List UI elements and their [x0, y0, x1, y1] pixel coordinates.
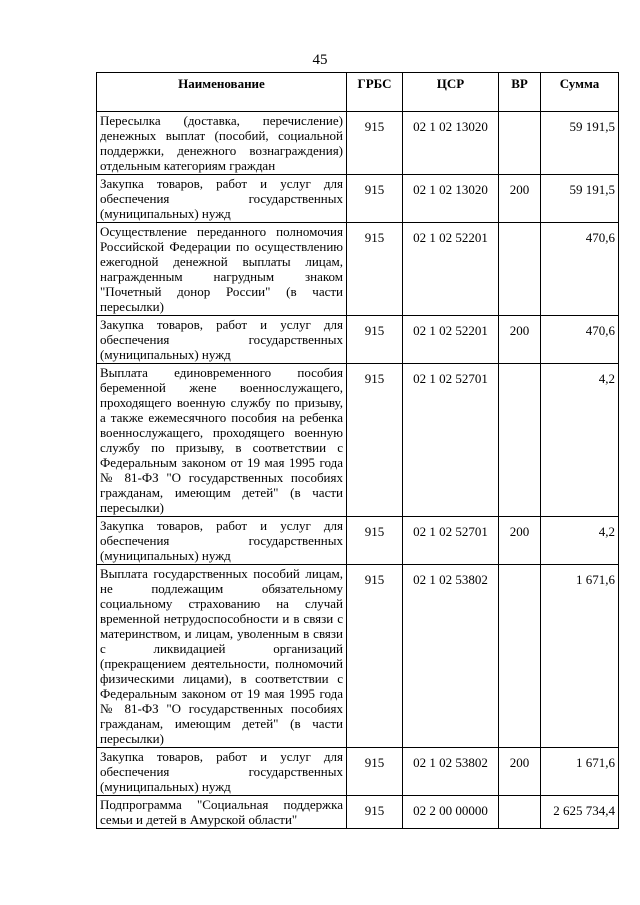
cell-sum-value: 470,6	[585, 323, 615, 338]
cell-csr	[403, 748, 499, 796]
cell-name: Пересылка (доставка, перечисление) денежных выплат (пособий, социальной поддержки, денежного вознаграждения) отдельным категориям граждан	[97, 112, 347, 175]
cell-csr-value: 02 1 02 52701	[413, 371, 488, 386]
cell-vr	[499, 565, 541, 748]
page-number: 45	[312, 52, 328, 68]
table-row	[97, 517, 619, 565]
cell-grbs-value: 915	[364, 755, 385, 770]
cell-csr-value: 02 1 02 52701	[413, 524, 488, 539]
cell-vr	[499, 364, 541, 517]
cell-grbs	[347, 316, 403, 364]
cell-name: Закупка товаров, работ и услуг для обеспечения государственных (муниципальных) нужд	[97, 175, 347, 223]
cell-name: Осуществление переданного полномочия Российской Федерации по осуществлению ежегодной денежной выплаты лицам, награжденным нагрудным знаком "Почетный донор России" (в части пересылки)	[97, 223, 347, 316]
cell-grbs	[347, 748, 403, 796]
cell-csr	[403, 316, 499, 364]
cell-vr-value: 200	[509, 182, 530, 197]
cell-csr-value: 02 1 02 13020	[413, 119, 488, 134]
cell-csr-value: 02 2 00 00000	[413, 803, 488, 818]
cell-csr-value: 02 1 02 52201	[413, 230, 488, 245]
cell-grbs	[347, 223, 403, 316]
cell-vr-value: 200	[509, 524, 530, 539]
cell-name: Выплата единовременного пособия беременной жене военнослужащего, проходящего военную службу по призыву, а также ежемесячного пособия на ребенка военнослужащего, проходящего военную службу по призыву, в соответствии с Федеральным законом от 19 мая 1995 года № 81-ФЗ "О государственных пособиях гражданам, имеющим детей" (в части пересылки)	[97, 364, 347, 517]
budget-table	[96, 72, 619, 829]
cell-grbs	[347, 175, 403, 223]
cell-sum-value: 4,2	[598, 524, 615, 539]
cell-name: Закупка товаров, работ и услуг для обеспечения государственных (муниципальных) нужд	[97, 316, 347, 364]
cell-csr	[403, 112, 499, 175]
table-row	[97, 316, 619, 364]
cell-sum-value: 470,6	[585, 230, 615, 245]
cell-sum-value: 59 191,5	[569, 119, 615, 134]
cell-csr-value: 02 1 02 52201	[413, 323, 488, 338]
cell-csr	[403, 796, 499, 829]
cell-grbs	[347, 796, 403, 829]
cell-sum-value: 2 625 734,4	[553, 803, 615, 818]
table-row	[97, 112, 619, 175]
cell-grbs	[347, 364, 403, 517]
header-csr: ЦСР	[403, 73, 499, 112]
cell-vr-value: 200	[509, 755, 530, 770]
cell-grbs-value: 915	[364, 524, 385, 539]
header-vr: ВР	[499, 73, 541, 112]
cell-grbs-value: 915	[364, 119, 385, 134]
table-row	[97, 175, 619, 223]
cell-grbs	[347, 112, 403, 175]
cell-csr	[403, 223, 499, 316]
cell-grbs	[347, 565, 403, 748]
cell-sum	[541, 565, 619, 748]
cell-name: Выплата государственных пособий лицам, не подлежащим обязательному социальному страхованию на случай временной нетрудоспособности и в связи с материнством, и лицам, уволенным в связи с ликвидацией организаций (прекращением деятельности, полномочий физическими лицами), в соответствии с Федеральным законом от 19 мая 1995 года № 81-ФЗ "О государственных пособиях гражданам, имеющим детей" (в части пересылки)	[97, 565, 347, 748]
cell-grbs-value: 915	[364, 572, 385, 587]
table-row	[97, 565, 619, 748]
table-row	[97, 223, 619, 316]
cell-csr	[403, 517, 499, 565]
cell-sum-value: 59 191,5	[569, 182, 615, 197]
header-name: Наименование	[97, 73, 347, 112]
cell-csr-value: 02 1 02 53802	[413, 755, 488, 770]
cell-sum	[541, 112, 619, 175]
cell-vr	[499, 517, 541, 565]
cell-csr	[403, 364, 499, 517]
cell-sum	[541, 796, 619, 829]
cell-vr	[499, 112, 541, 175]
cell-csr	[403, 565, 499, 748]
cell-name: Закупка товаров, работ и услуг для обеспечения государственных (муниципальных) нужд	[97, 748, 347, 796]
cell-csr-value: 02 1 02 13020	[413, 182, 488, 197]
cell-vr	[499, 748, 541, 796]
cell-name: Подпрограмма "Социальная поддержка семьи и детей в Амурской области"	[97, 796, 347, 829]
cell-grbs-value: 915	[364, 803, 385, 818]
cell-sum	[541, 316, 619, 364]
cell-grbs-value: 915	[364, 182, 385, 197]
cell-vr	[499, 316, 541, 364]
cell-grbs-value: 915	[364, 323, 385, 338]
table-header-row	[97, 73, 619, 112]
table-row	[97, 796, 619, 829]
header-sum: Сумма	[541, 73, 619, 112]
cell-grbs-value: 915	[364, 371, 385, 386]
cell-sum	[541, 364, 619, 517]
cell-vr	[499, 223, 541, 316]
cell-sum	[541, 175, 619, 223]
cell-vr	[499, 796, 541, 829]
cell-name: Закупка товаров, работ и услуг для обеспечения государственных (муниципальных) нужд	[97, 517, 347, 565]
cell-csr	[403, 175, 499, 223]
cell-vr-value: 200	[509, 323, 530, 338]
table-row	[97, 364, 619, 517]
cell-sum-value: 1 671,6	[576, 755, 615, 770]
table-row	[97, 748, 619, 796]
cell-sum	[541, 223, 619, 316]
cell-grbs-value: 915	[364, 230, 385, 245]
cell-sum	[541, 517, 619, 565]
cell-sum-value: 4,2	[598, 371, 615, 386]
header-grbs: ГРБС	[347, 73, 403, 112]
cell-grbs	[347, 517, 403, 565]
cell-sum-value: 1 671,6	[576, 572, 615, 587]
cell-vr	[499, 175, 541, 223]
cell-csr-value: 02 1 02 53802	[413, 572, 488, 587]
cell-sum	[541, 748, 619, 796]
